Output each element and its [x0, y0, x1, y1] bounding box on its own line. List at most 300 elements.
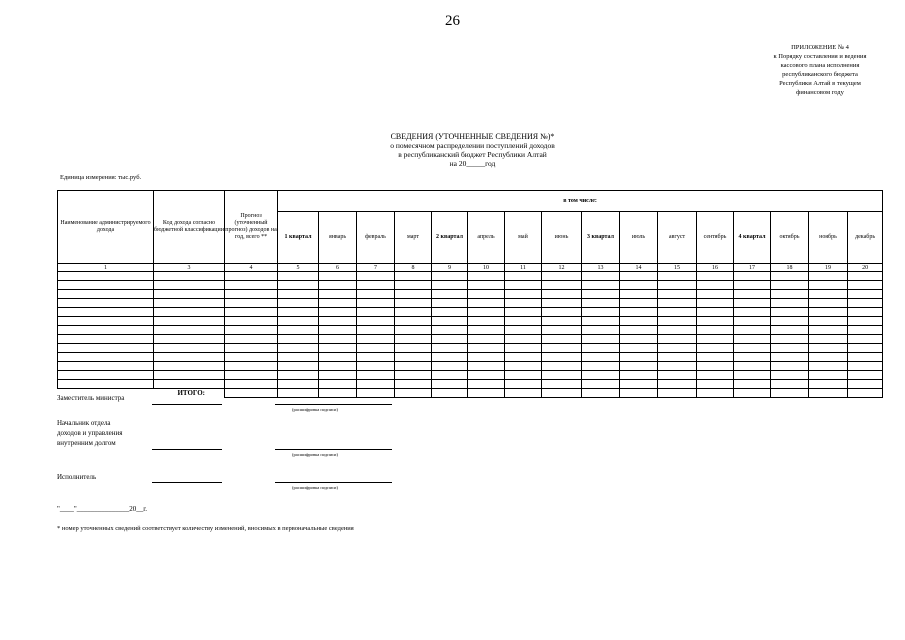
table-cell	[432, 299, 468, 308]
table-cell	[468, 290, 505, 299]
signature-line	[152, 449, 222, 450]
table-cell	[734, 362, 771, 371]
table-cell	[697, 299, 734, 308]
title-line: СВЕДЕНИЯ (УТОЧНЕННЫЕ СВЕДЕНИЯ №)*	[390, 132, 555, 141]
table-cell	[58, 308, 154, 317]
table-cell	[582, 308, 620, 317]
table-cell	[154, 281, 225, 290]
table-cell	[848, 344, 883, 353]
table-cell	[658, 290, 697, 299]
column-number: 13	[582, 264, 620, 272]
table-cell	[620, 353, 658, 362]
page-number: 26	[445, 13, 460, 29]
table-cell	[658, 362, 697, 371]
table-cell	[58, 290, 154, 299]
total-cell	[771, 389, 809, 398]
table-row	[58, 317, 883, 326]
table-cell	[809, 290, 848, 299]
table-cell	[809, 281, 848, 290]
table-cell	[582, 290, 620, 299]
table-row	[58, 281, 883, 290]
table-cell	[154, 299, 225, 308]
table-cell	[542, 299, 582, 308]
column-number: 18	[771, 264, 809, 272]
total-cell	[809, 389, 848, 398]
table-cell	[278, 371, 319, 380]
table-cell	[278, 326, 319, 335]
table-row	[58, 335, 883, 344]
table-cell	[848, 308, 883, 317]
table-cell	[734, 371, 771, 380]
appendix-line: Республики Алтай в текущем	[779, 80, 861, 87]
table-cell	[734, 326, 771, 335]
table-cell	[734, 380, 771, 389]
column-number: 20	[848, 264, 883, 272]
total-cell	[697, 389, 734, 398]
column-number: 7	[357, 264, 395, 272]
table-cell	[542, 362, 582, 371]
table-cell	[542, 308, 582, 317]
table-cell	[432, 371, 468, 380]
table-cell	[468, 371, 505, 380]
table-cell	[154, 362, 225, 371]
document-title	[300, 132, 645, 168]
table-cell	[658, 335, 697, 344]
total-cell	[582, 389, 620, 398]
table-cell	[620, 344, 658, 353]
header-code: Код дохода согласно бюджетной классификации	[154, 191, 225, 264]
table-cell	[58, 299, 154, 308]
table-cell	[357, 335, 395, 344]
total-cell	[225, 389, 278, 398]
table-cell	[278, 362, 319, 371]
table-cell	[319, 362, 357, 371]
table-cell	[468, 380, 505, 389]
table-cell	[468, 326, 505, 335]
table-cell	[620, 299, 658, 308]
table-cell	[848, 326, 883, 335]
table-cell	[468, 272, 505, 281]
table-cell	[58, 380, 154, 389]
table-cell	[319, 353, 357, 362]
table-cell	[278, 344, 319, 353]
table-cell	[734, 335, 771, 344]
table-cell	[432, 317, 468, 326]
header-name: Наименование администрируемого дохода	[58, 191, 154, 264]
table-cell	[225, 281, 278, 290]
table-cell	[278, 380, 319, 389]
column-number: 5	[278, 264, 319, 272]
table-cell	[432, 290, 468, 299]
signature-name-line	[275, 482, 392, 483]
appendix-line: финансовом году	[796, 89, 844, 96]
table-cell	[154, 353, 225, 362]
table-cell	[734, 281, 771, 290]
table-cell	[395, 299, 432, 308]
column-number: 8	[395, 264, 432, 272]
table-cell	[848, 281, 883, 290]
table-cell	[697, 380, 734, 389]
table-cell	[809, 371, 848, 380]
table-cell	[319, 290, 357, 299]
table-cell	[658, 317, 697, 326]
table-cell	[319, 371, 357, 380]
signature-caption: (расшифровка подписи)	[292, 407, 338, 412]
table-row	[58, 353, 883, 362]
table-cell	[154, 344, 225, 353]
table-cell	[357, 299, 395, 308]
table-cell	[542, 326, 582, 335]
table-cell	[505, 335, 542, 344]
table-cell	[697, 335, 734, 344]
table-cell	[771, 317, 809, 326]
table-cell	[432, 272, 468, 281]
table-cell	[357, 272, 395, 281]
table-cell	[771, 362, 809, 371]
column-number: 9	[432, 264, 468, 272]
column-number: 16	[697, 264, 734, 272]
table-cell	[734, 344, 771, 353]
header-period: февраль	[357, 212, 395, 264]
table-cell	[771, 353, 809, 362]
table-cell	[154, 380, 225, 389]
table-cell	[734, 290, 771, 299]
table-cell	[697, 353, 734, 362]
header-period: июль	[620, 212, 658, 264]
table-cell	[848, 335, 883, 344]
table-row	[58, 326, 883, 335]
table-cell	[432, 344, 468, 353]
table-cell	[395, 353, 432, 362]
table-cell	[319, 335, 357, 344]
table-cell	[395, 380, 432, 389]
table-cell	[697, 290, 734, 299]
table-cell	[395, 335, 432, 344]
table-row	[58, 362, 883, 371]
header-period: ноябрь	[809, 212, 848, 264]
table-cell	[278, 281, 319, 290]
table-cell	[582, 326, 620, 335]
table-cell	[395, 362, 432, 371]
table-cell	[225, 335, 278, 344]
table-cell	[658, 380, 697, 389]
table-cell	[58, 272, 154, 281]
table-cell	[620, 317, 658, 326]
table-row	[58, 371, 883, 380]
table-cell	[697, 272, 734, 281]
table-cell	[225, 353, 278, 362]
table-cell	[395, 371, 432, 380]
table-cell	[468, 308, 505, 317]
table-cell	[542, 335, 582, 344]
table-cell	[620, 290, 658, 299]
table-cell	[771, 299, 809, 308]
table-cell	[771, 272, 809, 281]
table-cell	[620, 380, 658, 389]
total-cell	[432, 389, 468, 398]
table-cell	[620, 272, 658, 281]
table-cell	[432, 335, 468, 344]
department-head-label	[57, 418, 122, 448]
table-cell	[848, 317, 883, 326]
table-cell	[582, 281, 620, 290]
department-head-line: доходов и управления	[57, 429, 123, 437]
table-cell	[771, 344, 809, 353]
column-number: 19	[809, 264, 848, 272]
table-cell	[542, 380, 582, 389]
signature-caption: (расшифровка подписи)	[292, 452, 338, 457]
table-cell	[58, 317, 154, 326]
table-cell	[278, 308, 319, 317]
table-cell	[582, 380, 620, 389]
table-cell	[809, 344, 848, 353]
table-cell	[658, 272, 697, 281]
table-cell	[278, 353, 319, 362]
table-cell	[505, 281, 542, 290]
table-cell	[225, 344, 278, 353]
total-cell	[505, 389, 542, 398]
table-cell	[225, 362, 278, 371]
footnote: * номер уточненных сведений соответствует количеству изменений, вносимых в первоначальные сведения	[57, 525, 354, 532]
table-cell	[809, 362, 848, 371]
total-cell	[848, 389, 883, 398]
total-cell	[542, 389, 582, 398]
table-cell	[395, 290, 432, 299]
appendix-note	[760, 43, 880, 97]
table-cell	[658, 299, 697, 308]
table-cell	[658, 371, 697, 380]
table-cell	[771, 281, 809, 290]
table-cell	[505, 344, 542, 353]
table-cell	[658, 281, 697, 290]
table-cell	[542, 290, 582, 299]
table-cell	[771, 308, 809, 317]
table-cell	[809, 317, 848, 326]
table-cell	[357, 317, 395, 326]
table-cell	[582, 299, 620, 308]
table-cell	[848, 353, 883, 362]
header-in-total: в том числе:	[278, 191, 883, 212]
table-cell	[697, 308, 734, 317]
table-cell	[357, 380, 395, 389]
header-period: 3 квартал	[582, 212, 620, 264]
table-cell	[357, 371, 395, 380]
table-cell	[658, 308, 697, 317]
table-cell	[582, 272, 620, 281]
table-cell	[225, 380, 278, 389]
table-cell	[582, 362, 620, 371]
table-cell	[154, 371, 225, 380]
table-cell	[542, 317, 582, 326]
revenue-table	[57, 190, 883, 398]
table-cell	[278, 272, 319, 281]
table-cell	[542, 344, 582, 353]
table-cell	[848, 362, 883, 371]
table-cell	[620, 335, 658, 344]
table-cell	[432, 380, 468, 389]
column-number: 11	[505, 264, 542, 272]
table-cell	[225, 290, 278, 299]
table-cell	[505, 290, 542, 299]
table-cell	[395, 272, 432, 281]
column-number: 14	[620, 264, 658, 272]
table-cell	[809, 353, 848, 362]
table-cell	[58, 335, 154, 344]
table-cell	[395, 281, 432, 290]
table-cell	[225, 308, 278, 317]
table-cell	[395, 317, 432, 326]
column-number: 17	[734, 264, 771, 272]
table-cell	[697, 362, 734, 371]
table-cell	[505, 299, 542, 308]
department-head-line: внутренним долгом	[57, 439, 116, 447]
table-cell	[468, 335, 505, 344]
table-cell	[319, 344, 357, 353]
header-period: 4 квартал	[734, 212, 771, 264]
table-cell	[357, 281, 395, 290]
table-row	[58, 344, 883, 353]
table-cell	[848, 380, 883, 389]
table-cell	[505, 326, 542, 335]
appendix-line: ПРИЛОЖЕНИЕ № 4	[791, 44, 849, 51]
table-cell	[582, 353, 620, 362]
table-body	[58, 272, 883, 398]
table-cell	[848, 272, 883, 281]
column-number: 15	[658, 264, 697, 272]
units-label: Единица измерения: тыс.руб.	[60, 174, 142, 181]
appendix-line: к Порядку составления и ведения	[773, 53, 867, 60]
table-cell	[319, 299, 357, 308]
table-cell	[658, 344, 697, 353]
title-line: на 20_____год	[449, 159, 496, 168]
table-cell	[154, 335, 225, 344]
column-numbers-row	[58, 264, 883, 272]
table-cell	[505, 272, 542, 281]
date-line: "____"_______________20__г.	[57, 505, 148, 513]
header-period: 2 квартал	[432, 212, 468, 264]
table-cell	[154, 308, 225, 317]
table-cell	[771, 380, 809, 389]
table-cell	[620, 362, 658, 371]
table-cell	[468, 362, 505, 371]
table-cell	[809, 326, 848, 335]
table-cell	[505, 380, 542, 389]
title-line: о помесячном распределении поступлений доходов	[390, 141, 555, 150]
table-row	[58, 290, 883, 299]
table-cell	[395, 326, 432, 335]
table-cell	[620, 371, 658, 380]
total-cell	[278, 389, 319, 398]
header-period: март	[395, 212, 432, 264]
table-cell	[771, 335, 809, 344]
table-cell	[734, 353, 771, 362]
column-number: 12	[542, 264, 582, 272]
table-row	[58, 380, 883, 389]
table-row	[58, 299, 883, 308]
table-cell	[734, 272, 771, 281]
table-cell	[468, 353, 505, 362]
table-cell	[225, 272, 278, 281]
appendix-line: кассового плана исполнения	[780, 62, 860, 69]
table-cell	[505, 353, 542, 362]
table-cell	[58, 344, 154, 353]
table-cell	[225, 299, 278, 308]
header-period: июнь	[542, 212, 582, 264]
table-cell	[809, 299, 848, 308]
table-cell	[582, 335, 620, 344]
table-cell	[542, 371, 582, 380]
total-cell	[734, 389, 771, 398]
table-cell	[809, 272, 848, 281]
table-cell	[658, 353, 697, 362]
table-cell	[278, 335, 319, 344]
table-cell	[620, 326, 658, 335]
total-cell	[620, 389, 658, 398]
table-cell	[848, 299, 883, 308]
table-cell	[319, 281, 357, 290]
table-cell	[278, 317, 319, 326]
column-number: 3	[154, 264, 225, 272]
column-number: 1	[58, 264, 154, 272]
table-cell	[848, 290, 883, 299]
table-cell	[357, 362, 395, 371]
total-cell	[395, 389, 432, 398]
header-forecast: Прогноз (уточненный прогноз) доходов на год, всего **	[225, 191, 278, 264]
table-cell	[319, 317, 357, 326]
table-cell	[319, 326, 357, 335]
table-cell	[582, 317, 620, 326]
table-cell	[357, 344, 395, 353]
table-cell	[697, 326, 734, 335]
table-cell	[468, 281, 505, 290]
table-cell	[225, 326, 278, 335]
table-cell	[395, 344, 432, 353]
table-cell	[505, 371, 542, 380]
table-cell	[620, 281, 658, 290]
deputy-minister-label: Заместитель министра	[57, 394, 125, 402]
total-cell	[468, 389, 505, 398]
signature-name-line	[275, 449, 392, 450]
executor-label: Исполнитель	[57, 473, 97, 481]
table-cell	[154, 272, 225, 281]
table-cell	[58, 362, 154, 371]
column-number: 10	[468, 264, 505, 272]
total-cell	[319, 389, 357, 398]
department-head-line: Начальник отдела	[57, 419, 111, 427]
table-cell	[582, 344, 620, 353]
table-cell	[505, 362, 542, 371]
table-cell	[697, 371, 734, 380]
signature-line	[152, 482, 222, 483]
table-row	[58, 308, 883, 317]
table-cell	[542, 272, 582, 281]
table-cell	[357, 326, 395, 335]
table-cell	[468, 299, 505, 308]
table-cell	[319, 308, 357, 317]
table-cell	[154, 326, 225, 335]
table-cell	[432, 362, 468, 371]
header-period: 1 квартал	[278, 212, 319, 264]
header-period: декабрь	[848, 212, 883, 264]
table-cell	[432, 353, 468, 362]
column-number: 4	[225, 264, 278, 272]
table-cell	[58, 281, 154, 290]
table-cell	[620, 308, 658, 317]
table-cell	[357, 290, 395, 299]
table-cell	[357, 308, 395, 317]
total-cell	[658, 389, 697, 398]
table-cell	[697, 344, 734, 353]
